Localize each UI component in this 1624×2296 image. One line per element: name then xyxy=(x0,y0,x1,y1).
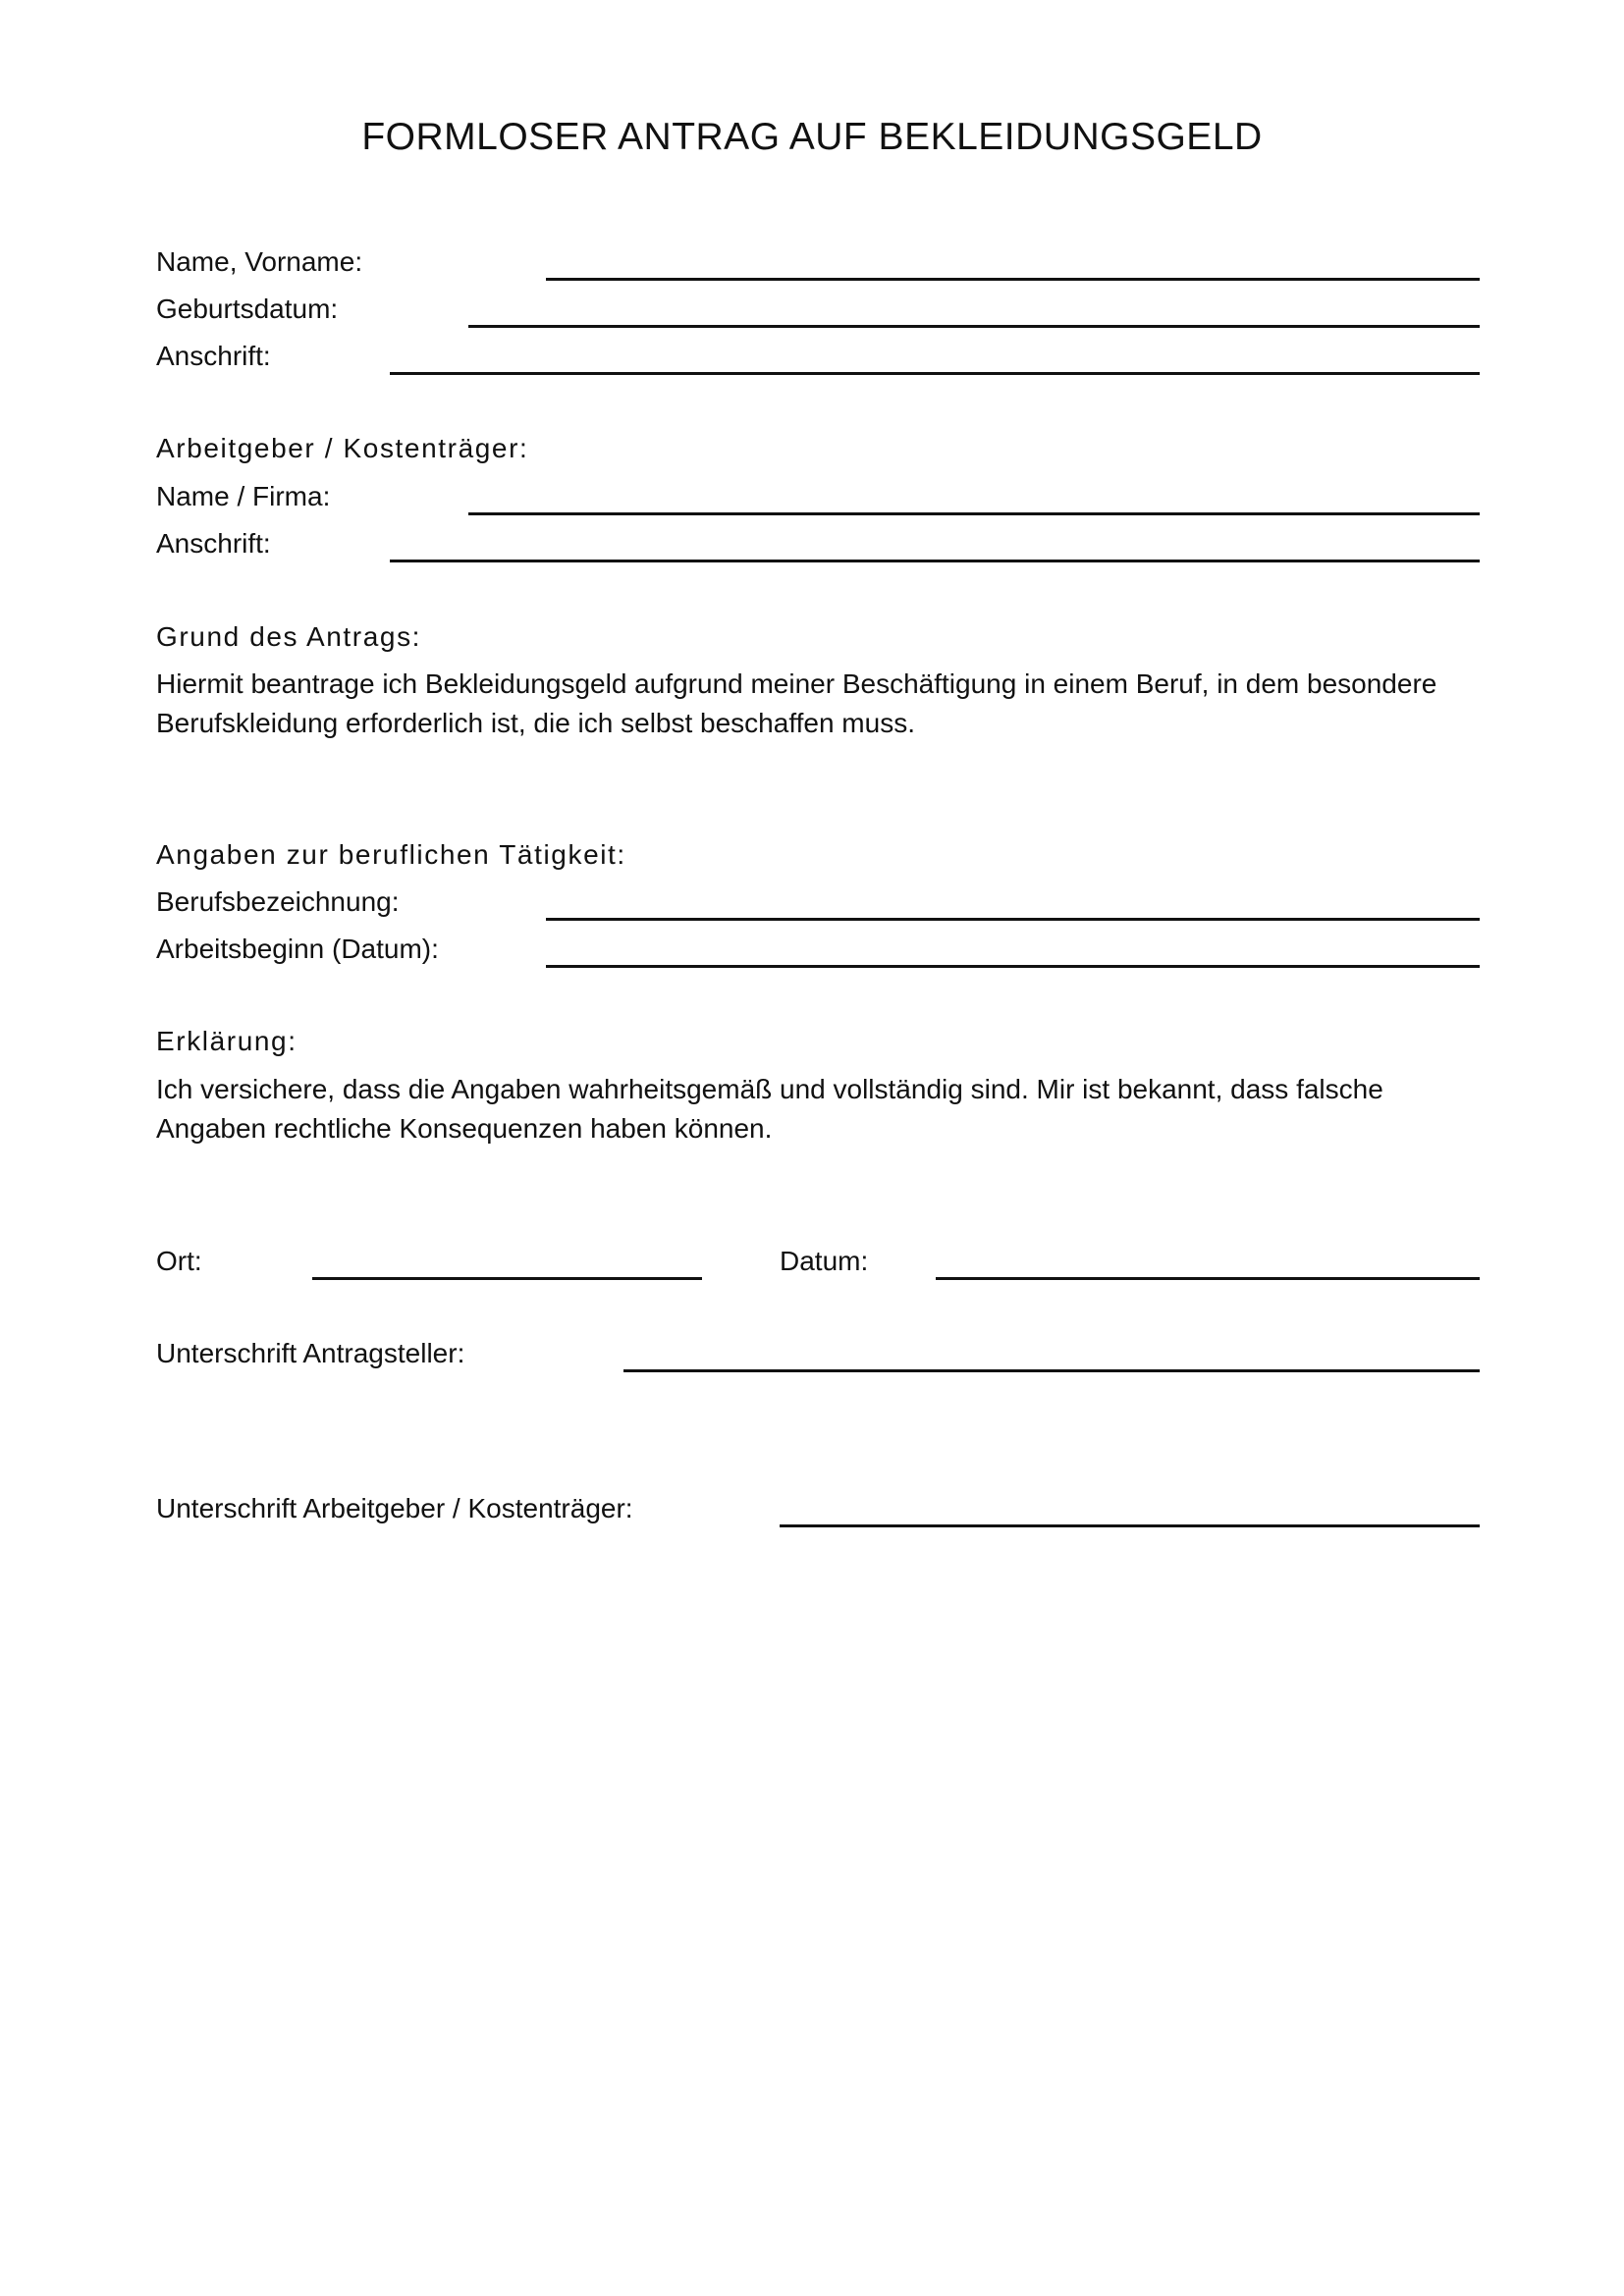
applicant-signature-label: Unterschrift Antragsteller: xyxy=(156,1338,465,1368)
date-label: Datum: xyxy=(780,1246,869,1276)
date-field-line[interactable] xyxy=(936,1277,1480,1280)
reason-heading: Grund des Antrags: xyxy=(156,621,422,652)
employer-address-field-line[interactable] xyxy=(390,560,1480,562)
applicant-signature-line[interactable] xyxy=(623,1369,1480,1372)
place-field-line[interactable] xyxy=(312,1277,702,1280)
start-date-label: Arbeitsbeginn (Datum): xyxy=(156,934,439,964)
document-title: FORMLOSER ANTRAG AUF BEKLEIDUNGSGELD xyxy=(361,116,1263,158)
job-title-label: Berufsbezeichnung: xyxy=(156,886,400,917)
employer-name-label: Name / Firma: xyxy=(156,481,331,511)
occupation-heading: Angaben zur beruflichen Tätigkeit: xyxy=(156,839,626,870)
employer-address-label: Anschrift: xyxy=(156,528,271,559)
name-label: Name, Vorname: xyxy=(156,246,363,277)
employer-heading: Arbeitgeber / Kostenträger: xyxy=(156,433,529,463)
declaration-heading: Erklärung: xyxy=(156,1026,298,1056)
employer-signature-label: Unterschrift Arbeitgeber / Kostenträger: xyxy=(156,1493,633,1523)
address-label: Anschrift: xyxy=(156,341,271,371)
address-field-line[interactable] xyxy=(390,372,1480,375)
job-title-field-line[interactable] xyxy=(546,918,1480,921)
reason-text: Hiermit beantrage ich Bekleidungsgeld aufgrund meiner Beschäftigung in einem Beruf, in dem besondere Berufskleidung erforderlich ist, die ich selbst beschaffen muss. xyxy=(156,668,1437,738)
birthdate-label: Geburtsdatum: xyxy=(156,294,339,324)
name-field-line[interactable] xyxy=(546,278,1480,281)
birthdate-field-line[interactable] xyxy=(468,325,1480,328)
start-date-field-line[interactable] xyxy=(546,965,1480,968)
place-label: Ort: xyxy=(156,1246,202,1276)
declaration-text: Ich versichere, dass die Angaben wahrheitsgemäß und vollständig sind. Mir ist bekannt, dass falsche Angaben rechtliche Konsequenzen haben können. xyxy=(156,1074,1383,1144)
employer-signature-line[interactable] xyxy=(780,1524,1480,1527)
employer-name-field-line[interactable] xyxy=(468,512,1480,515)
